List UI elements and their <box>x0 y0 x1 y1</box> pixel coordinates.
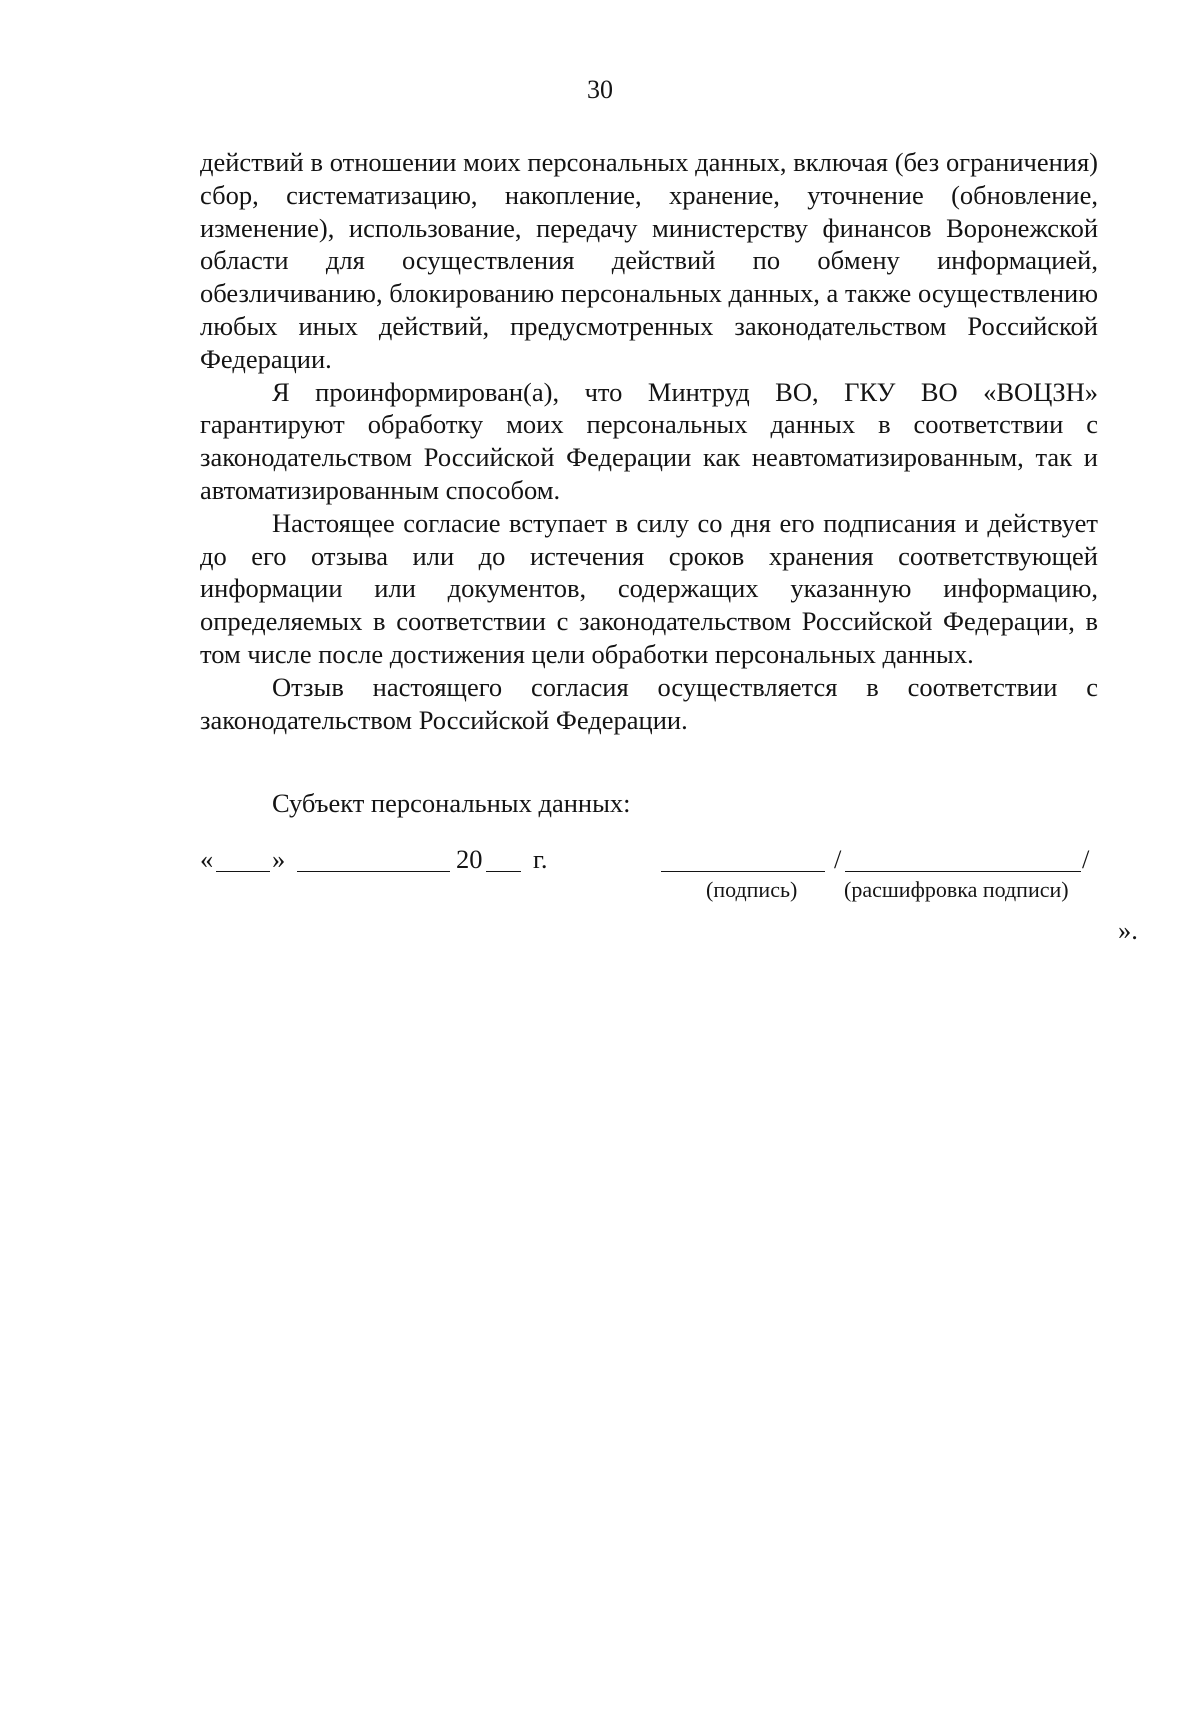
signature-decoding-blank[interactable] <box>845 871 1081 872</box>
year-suffix: г. <box>533 844 548 874</box>
caption-signature: (подпись) <box>706 877 798 902</box>
date-quote-close: » <box>272 844 286 874</box>
caption-decoding: (расшифровка подписи) <box>844 877 1069 902</box>
date-quote-open: « <box>200 844 214 874</box>
year-prefix: 20 <box>456 844 483 874</box>
month-blank[interactable] <box>297 871 450 872</box>
signature-separator-end: / <box>1082 844 1090 874</box>
signature-separator: / <box>834 844 842 874</box>
day-blank[interactable] <box>216 871 270 872</box>
paragraph-guarantee: Я проинформирован(а), что Минтруд ВО, ГКУ ВО «ВОЦЗН» гарантируют обработку моих персональных данных в соответствии с законодательством Российской Федерации как неавтоматизированным, так и автоматизированным способом. <box>200 376 1098 505</box>
signature-blank[interactable] <box>661 871 825 872</box>
paragraph-revocation: Отзыв настоящего согласия осуществляется в соответствии с законодательством Российской Федерации. <box>200 671 1098 735</box>
subject-label: Субъект персональных данных: <box>272 788 631 818</box>
closing-quote-mark: ». <box>1118 915 1138 945</box>
page-number: 30 <box>587 75 613 104</box>
consent-body <box>200 146 1098 736</box>
paragraph-processing-actions: действий в отношении моих персональных данных, включая (без ограничения) сбор, систематизацию, накопление, хранение, уточнение (обновление, изменение), использование, передачу министерству финансов Воронежской области для осуществления действий по обмену информацией, обезличиванию, блокированию персональных данных, а также осуществлению любых иных действий, предусмотренных законодательством Российской Федерации. <box>200 147 1098 374</box>
paragraph-validity: Настоящее согласие вступает в силу со дня его подписания и действует до его отзыва или до истечения сроков хранения соответствующей информации или документов, содержащих указанную информацию, определяемых в соответствии с законодательством Российской Федерации, в том числе после достижения цели обработки персональных данных. <box>200 507 1098 669</box>
year-blank[interactable] <box>486 871 521 872</box>
